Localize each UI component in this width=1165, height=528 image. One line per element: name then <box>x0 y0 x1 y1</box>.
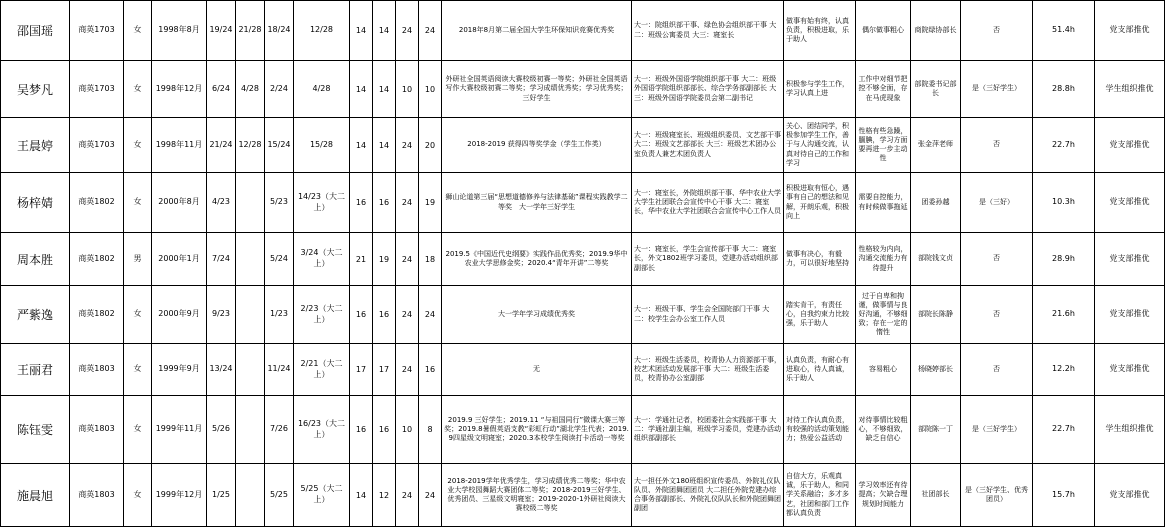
table-row <box>1 464 1165 527</box>
posts-cell: 大一：班级寝室长、班级组织委员、文艺部干事 大二：班级文艺部部长 大三：班级艺术团办公室负责人兼艺术团负责人 <box>632 118 784 173</box>
recommender-cell: 部院委书记部长 <box>911 61 961 118</box>
score-cell-3: 24 <box>396 173 419 233</box>
class-cell: 商英1802 <box>70 286 124 344</box>
merit-cell: 否 <box>961 344 1033 396</box>
score-cell-3: 24 <box>396 344 419 396</box>
score-cell-1: 14 <box>350 61 373 118</box>
merit-cell: 是（三好学生、优秀团员） <box>961 464 1033 527</box>
weaknesses-cell: 容易粗心 <box>856 344 911 396</box>
table-row <box>1 1 1165 61</box>
posts-cell: 大一：院组织部干事、绿色协会组织部干事 大二：班级公寓委员 大三：寝室长 <box>632 1 784 61</box>
rank-cell-1: 21/24 <box>207 118 236 173</box>
rank-cell-2: 4/28 <box>236 61 265 118</box>
rank-cell-3: 5/24 <box>265 233 294 286</box>
weaknesses-cell: 性格较为内向，沟通交流能力有待提升 <box>856 233 911 286</box>
awards-cell: 2018-2019 获得四等奖学金（学生工作类） <box>442 118 632 173</box>
birth-cell: 2000年1月 <box>152 233 207 286</box>
rank-cell-4: 16/23（大二上） <box>294 396 350 464</box>
posts-cell: 大一：寝室长，学生会宣传部干事 大二：寝室长，外文1802班学习委员，党建办活动组织部副部长 <box>632 233 784 286</box>
score-cell-4: 24 <box>419 464 442 527</box>
posts-cell: 大一：班级生活委员，校青协人力资源部干事，校艺术团活动发展部干事 大二：班级生活委员，校青协办公室副部 <box>632 344 784 396</box>
method-cell: 党支部推优 <box>1095 1 1165 61</box>
recommender-cell: 商院绿协部长 <box>911 1 961 61</box>
strengths-cell: 对待工作认真负责，有较强的活动策划能力；热爱公益活动 <box>784 396 856 464</box>
name-cell: 陈钰雯 <box>1 396 70 464</box>
birth-cell: 1999年12月 <box>152 464 207 527</box>
hours-cell: 28.9h <box>1033 233 1095 286</box>
table-row <box>1 286 1165 344</box>
name-cell: 周本胜 <box>1 233 70 286</box>
rank-cell-4: 5/25（大二上） <box>294 464 350 527</box>
class-cell: 商英1703 <box>70 1 124 61</box>
score-cell-3: 24 <box>396 1 419 61</box>
rank-cell-3: 1/23 <box>265 286 294 344</box>
rank-cell-2 <box>236 233 265 286</box>
posts-cell: 大一：班级外国语学院组织部干事 大二：班级外国语学院组织部部长、综合学务部副部长 大三：班级外国语学院委员会第二副书记 <box>632 61 784 118</box>
gender-cell: 女 <box>124 1 152 61</box>
name-cell: 邵国瑶 <box>1 1 70 61</box>
merit-cell: 否 <box>961 1 1033 61</box>
rank-cell-1: 9/23 <box>207 286 236 344</box>
posts-cell: 大一担任外文180班组织宣传委员、外院礼仪队队员、外院团舞团团员 大二担任外院党建办综合事务部副部长、外院礼仪队队长和外院团舞团副团 <box>632 464 784 527</box>
score-cell-1: 16 <box>350 396 373 464</box>
awards-cell: 2019.5《中国近代史纲要》实践作品优秀奖；2019.9华中农业大学思修金奖；2020.4“青年开讲”二等奖 <box>442 233 632 286</box>
rank-cell-4: 14/23（大二上） <box>294 173 350 233</box>
rank-cell-1: 7/24 <box>207 233 236 286</box>
posts-cell: 大一：学通社记者，校团委社会实践部干事 大二：学通社副主编，班级学习委员，党建办活动组织部副部长 <box>632 396 784 464</box>
score-cell-2: 14 <box>373 1 396 61</box>
awards-cell: 外研社全国英语阅读大赛校级初赛一等奖；外研社全国英语写作大赛校级初赛二等奖；学习成绩优秀奖；学习优秀奖；三好学生 <box>442 61 632 118</box>
score-cell-2: 16 <box>373 173 396 233</box>
score-cell-1: 16 <box>350 173 373 233</box>
rank-cell-3: 2/24 <box>265 61 294 118</box>
gender-cell: 女 <box>124 344 152 396</box>
rank-cell-4: 12/28 <box>294 1 350 61</box>
hours-cell: 22.7h <box>1033 118 1095 173</box>
hours-cell: 28.8h <box>1033 61 1095 118</box>
birth-cell: 1999年11月 <box>152 396 207 464</box>
class-cell: 商英1802 <box>70 173 124 233</box>
method-cell: 党支部推优 <box>1095 118 1165 173</box>
rank-cell-2 <box>236 344 265 396</box>
strengths-cell: 认真负责，有耐心有进取心，待人真诚，乐于助人 <box>784 344 856 396</box>
hours-cell: 10.3h <box>1033 173 1095 233</box>
name-cell: 王丽君 <box>1 344 70 396</box>
name-cell: 施晨旭 <box>1 464 70 527</box>
hours-cell: 51.4h <box>1033 1 1095 61</box>
weaknesses-cell: 学习效率还有待提高；欠缺合理规划时间能力 <box>856 464 911 527</box>
gender-cell: 女 <box>124 61 152 118</box>
merit-cell: 是（三好） <box>961 173 1033 233</box>
recommender-cell: 张金萍老师 <box>911 118 961 173</box>
merit-cell: 是（三好学生） <box>961 61 1033 118</box>
rank-cell-1: 19/24 <box>207 1 236 61</box>
method-cell: 党支部推优 <box>1095 233 1165 286</box>
merit-cell: 是（三好学生） <box>961 396 1033 464</box>
class-cell: 商英1803 <box>70 396 124 464</box>
gender-cell: 女 <box>124 173 152 233</box>
merit-cell: 否 <box>961 286 1033 344</box>
rank-cell-3: 15/24 <box>265 118 294 173</box>
score-cell-3: 10 <box>396 396 419 464</box>
weaknesses-cell: 偶尔做事粗心 <box>856 1 911 61</box>
score-cell-2: 16 <box>373 286 396 344</box>
name-cell: 杨梓婧 <box>1 173 70 233</box>
rank-cell-3: 18/24 <box>265 1 294 61</box>
score-cell-1: 14 <box>350 464 373 527</box>
hours-cell: 22.7h <box>1033 396 1095 464</box>
weaknesses-cell: 性格有些急躁，腼腆，学习方面要再进一步主动性 <box>856 118 911 173</box>
score-cell-3: 24 <box>396 118 419 173</box>
class-cell: 商英1803 <box>70 464 124 527</box>
strengths-cell: 踏实肯干，有责任心，自我约束力比较强，乐于助人 <box>784 286 856 344</box>
merit-cell: 否 <box>961 233 1033 286</box>
gender-cell: 女 <box>124 464 152 527</box>
recommender-cell: 部院钱文贞 <box>911 233 961 286</box>
method-cell: 党支部推优 <box>1095 173 1165 233</box>
birth-cell: 2000年8月 <box>152 173 207 233</box>
gender-cell: 女 <box>124 396 152 464</box>
score-cell-4: 10 <box>419 61 442 118</box>
rank-cell-4: 15/28 <box>294 118 350 173</box>
birth-cell: 1998年11月 <box>152 118 207 173</box>
rank-cell-4: 2/21（大二上） <box>294 344 350 396</box>
strengths-cell: 积极进取有恒心，遇事有自己的想法和见解，开朗乐观，积极向上 <box>784 173 856 233</box>
table-row <box>1 118 1165 173</box>
score-cell-2: 17 <box>373 344 396 396</box>
class-cell: 商英1703 <box>70 118 124 173</box>
strengths-cell: 做事有始有终，认真负责，积极进取，乐于助人 <box>784 1 856 61</box>
score-cell-4: 24 <box>419 1 442 61</box>
score-cell-1: 21 <box>350 233 373 286</box>
score-cell-1: 17 <box>350 344 373 396</box>
awards-cell: 狮山论道第三届“思想道德修养与法律基础”课程实践教学二等奖 大一学年三好学生 <box>442 173 632 233</box>
class-cell: 商英1803 <box>70 344 124 396</box>
table-row <box>1 233 1165 286</box>
rank-cell-3: 5/23 <box>265 173 294 233</box>
score-cell-2: 14 <box>373 61 396 118</box>
hours-cell: 12.2h <box>1033 344 1095 396</box>
score-cell-1: 16 <box>350 286 373 344</box>
birth-cell: 1999年9月 <box>152 344 207 396</box>
score-cell-2: 14 <box>373 118 396 173</box>
score-cell-2: 12 <box>373 464 396 527</box>
name-cell: 吴梦凡 <box>1 61 70 118</box>
score-cell-4: 18 <box>419 233 442 286</box>
recommender-cell: 部院长陈静 <box>911 286 961 344</box>
weaknesses-cell: 需要自控能力，有时候做事拖延 <box>856 173 911 233</box>
method-cell: 党支部推优 <box>1095 286 1165 344</box>
score-cell-2: 16 <box>373 396 396 464</box>
gender-cell: 女 <box>124 118 152 173</box>
score-cell-3: 10 <box>396 61 419 118</box>
weaknesses-cell: 对待事情比较粗心，不够细致，缺乏自信心 <box>856 396 911 464</box>
gender-cell: 男 <box>124 233 152 286</box>
table-body <box>1 1 1165 527</box>
awards-cell: 大一学年学习成绩优秀奖 <box>442 286 632 344</box>
awards-cell: 2019.9 三好学生；2019.11 “与祖国同行”微课大赛三等奖；2019.8暑假英语支教“彩虹行动”湖北学生代表；2019.9四星级文明寝室；2020.3本校学生阅读打卡活动一等奖 <box>442 396 632 464</box>
score-cell-3: 24 <box>396 286 419 344</box>
score-cell-3: 24 <box>396 464 419 527</box>
score-cell-1: 14 <box>350 118 373 173</box>
recommender-cell: 杨晓婷部长 <box>911 344 961 396</box>
strengths-cell: 做事有决心，有毅力，可以很好地坚持 <box>784 233 856 286</box>
strengths-cell: 积极参与学生工作，学习认真上进 <box>784 61 856 118</box>
score-cell-4: 19 <box>419 173 442 233</box>
score-cell-4: 20 <box>419 118 442 173</box>
score-cell-3: 24 <box>396 233 419 286</box>
hours-cell: 21.6h <box>1033 286 1095 344</box>
table-row <box>1 396 1165 464</box>
score-cell-4: 16 <box>419 344 442 396</box>
rank-cell-1: 1/25 <box>207 464 236 527</box>
rank-cell-4: 4/28 <box>294 61 350 118</box>
rank-cell-2 <box>236 173 265 233</box>
rank-cell-1: 13/24 <box>207 344 236 396</box>
score-cell-4: 24 <box>419 286 442 344</box>
table-row <box>1 344 1165 396</box>
rank-cell-2 <box>236 464 265 527</box>
rank-cell-2 <box>236 286 265 344</box>
class-cell: 商英1703 <box>70 61 124 118</box>
name-cell: 王晨婷 <box>1 118 70 173</box>
name-cell: 严紫逸 <box>1 286 70 344</box>
merit-cell: 否 <box>961 118 1033 173</box>
rank-cell-1: 6/24 <box>207 61 236 118</box>
rank-cell-1: 4/23 <box>207 173 236 233</box>
birth-cell: 2000年9月 <box>152 286 207 344</box>
rank-cell-1: 5/26 <box>207 396 236 464</box>
posts-cell: 大一：寝室长，外院组织部干事、华中农业大学大学生社团联合会宣传中心干事 大二：寝室长，华中农业大学社团联合会宣传中心工作人员 <box>632 173 784 233</box>
class-cell: 商英1802 <box>70 233 124 286</box>
birth-cell: 1998年12月 <box>152 61 207 118</box>
rank-cell-3: 7/26 <box>265 396 294 464</box>
method-cell: 学生组织推优 <box>1095 396 1165 464</box>
strengths-cell: 自信大方，乐观真诚，乐于助人，和同学关系融洽；多才多艺，社团和部门工作都认真负责 <box>784 464 856 527</box>
recommender-cell: 社团部长 <box>911 464 961 527</box>
method-cell: 学生组织推优 <box>1095 61 1165 118</box>
recommender-cell: 团委孙越 <box>911 173 961 233</box>
rank-cell-4: 3/24（大二上） <box>294 233 350 286</box>
awards-cell: 2018-2019学年优秀学生，学习成绩优秀二等奖；华中农业大学校园舞蹈大赛团体二等奖；2018-2019三好学生、优秀团员、三星级文明寝室；2019-2020-1外研社阅读大赛校级二等奖 <box>442 464 632 527</box>
awards-cell: 无 <box>442 344 632 396</box>
method-cell: 党支部推优 <box>1095 464 1165 527</box>
table-row <box>1 61 1165 118</box>
score-cell-2: 19 <box>373 233 396 286</box>
strengths-cell: 关心、团结同学，积极参加学生工作，善于与人沟通交流，认真对待自己的工作和学习 <box>784 118 856 173</box>
rank-cell-4: 2/23（大二上） <box>294 286 350 344</box>
weaknesses-cell: 过于自卑和拘谨，做事情与良好沟通，不够细致；存在一定的惰性 <box>856 286 911 344</box>
gender-cell: 女 <box>124 286 152 344</box>
birth-cell: 1998年8月 <box>152 1 207 61</box>
recommender-cell: 部院陈一丁 <box>911 396 961 464</box>
rank-cell-3: 11/24 <box>265 344 294 396</box>
score-cell-1: 14 <box>350 1 373 61</box>
posts-cell: 大一：班级干事、学生会全国院部门干事 大二：校学生会办公室工作人员 <box>632 286 784 344</box>
rank-cell-3: 5/25 <box>265 464 294 527</box>
rank-cell-2: 12/28 <box>236 118 265 173</box>
method-cell: 党支部推优 <box>1095 344 1165 396</box>
rank-cell-2: 21/28 <box>236 1 265 61</box>
hours-cell: 15.7h <box>1033 464 1095 527</box>
weaknesses-cell: 工作中对细节把控不够全面，存在马虎现象 <box>856 61 911 118</box>
score-cell-4: 8 <box>419 396 442 464</box>
rank-cell-2 <box>236 396 265 464</box>
awards-cell: 2018年8月第二届全国大学生环保知识竞赛优秀奖 <box>442 1 632 61</box>
table-row <box>1 173 1165 233</box>
